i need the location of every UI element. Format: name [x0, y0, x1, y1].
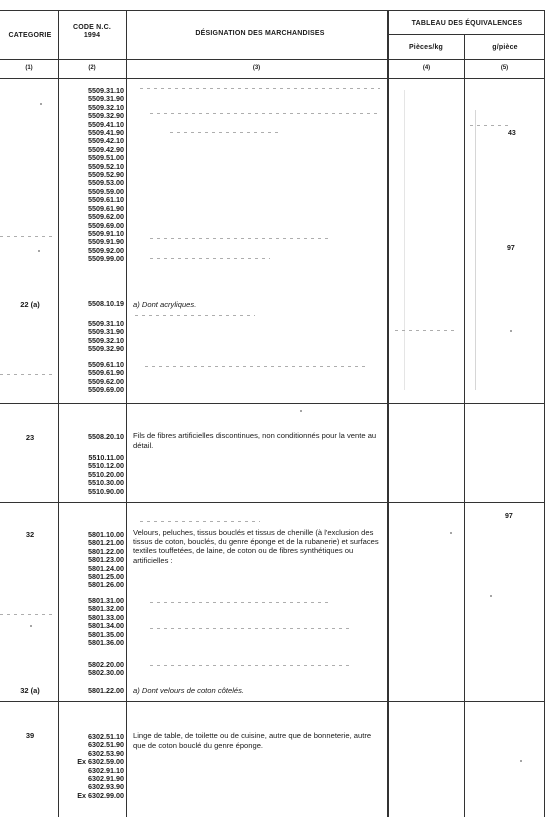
colnum-5: (5) [500, 65, 509, 71]
code-item: 5509.31.90 [88, 94, 124, 104]
code-list-32-a [60, 531, 124, 590]
code-list-22a-b [60, 320, 124, 354]
scan-artifact [135, 315, 255, 316]
header-pieces-kg: Pièces/kg [408, 44, 444, 51]
scan-artifact [450, 532, 452, 534]
scan-artifact [150, 258, 270, 259]
code-item: 5509.62.00 [88, 376, 124, 386]
code-list-23-a [60, 433, 124, 441]
col-divider-3 [387, 10, 389, 817]
code-item: 5509.32.90 [88, 344, 124, 354]
code-item: 6302.51.90 [88, 740, 124, 750]
code-item: 5509.31.10 [88, 319, 124, 328]
category-32: 32 [25, 530, 35, 539]
code-item: 5509.32.90 [88, 111, 124, 121]
colnum-1: (1) [25, 65, 33, 71]
header-designation: DÉSIGNATION DES MARCHANDISES [195, 30, 325, 37]
code-item: 6302.91.10 [88, 765, 124, 775]
scan-artifact [510, 330, 512, 332]
code-item: 5801.34.00 [88, 621, 124, 631]
scan-artifact [150, 628, 350, 629]
code-item: 5509.69.00 [88, 385, 124, 395]
code-item: 5509.52.10 [88, 161, 124, 171]
code-item: 5509.41.10 [88, 119, 124, 129]
desc-32a [133, 686, 383, 696]
code-item: 5801.31.00 [88, 596, 124, 605]
category-32a: 32 (a) [20, 686, 40, 695]
code-item: 5801.21.00 [88, 538, 124, 548]
code-item: 5509.32.10 [88, 102, 124, 112]
code-item: 5509.52.90 [88, 170, 124, 180]
colnum-bottom-line [0, 78, 545, 79]
code-item: 5801.24.00 [88, 563, 124, 573]
scan-artifact [145, 366, 365, 367]
header-g-piece: g/pièce [492, 44, 518, 51]
scan-artifact [38, 250, 40, 252]
header-bottom-line [0, 59, 545, 60]
scan-artifact [404, 90, 405, 390]
code-item: 5509.91.90 [88, 237, 124, 247]
code-list-5509 [60, 87, 124, 264]
code-item: 5801.32.00 [88, 604, 124, 614]
scan-artifact [0, 374, 55, 375]
colnum-3: (3) [252, 65, 261, 71]
scan-artifact [490, 595, 492, 597]
code-item: 5509.42.90 [88, 144, 124, 154]
code-item: 5510.20.00 [88, 469, 124, 479]
code-item: 5801.35.00 [88, 629, 124, 639]
desc-32: Velours, peluches, tissus bouclés et tissus de chenille (à l'exclusion des tissus de coton, bouclés, du genre éponge et de la rubanerie) et surfaces textiles touffetées, de laine, de coton ou de fibres synthétiques ou artificielles : [133, 528, 379, 565]
equivalence-mark-97-b: 97 [505, 513, 513, 520]
code-item: 5510.30.00 [88, 478, 124, 488]
scan-artifact [150, 665, 350, 666]
scan-artifact [150, 113, 380, 114]
row-divider-2 [0, 502, 545, 503]
desc-22a-text: a) Dont acryliques. [133, 300, 197, 309]
code-item: Ex 6302.99.00 [77, 790, 124, 800]
code-item: 5801.22.00 [88, 546, 124, 556]
code-item: 5801.23.00 [88, 555, 124, 565]
code-item: 6302.91.90 [88, 774, 124, 784]
header-code-nc-line1: CODE N.C. [73, 24, 111, 31]
col-divider-2 [126, 10, 127, 817]
header-tableau: TABLEAU DES ÉQUIVALENCES [411, 20, 523, 27]
code-item: 5509.61.90 [88, 203, 124, 213]
code-item: 5509.31.10 [88, 86, 124, 95]
code-item: 5509.91.10 [88, 228, 124, 238]
header-code-nc-line2: 1994 [83, 32, 101, 39]
code-list-39 [60, 733, 124, 800]
code-item: 5509.61.10 [88, 195, 124, 205]
category-39: 39 [25, 731, 35, 740]
code-item: 5801.36.00 [88, 638, 124, 648]
scan-artifact [300, 410, 302, 412]
category-23: 23 [25, 433, 35, 442]
code-item: 5509.99.00 [88, 254, 124, 264]
code-list-23-b [60, 454, 124, 496]
code-item: 5509.42.10 [88, 136, 124, 146]
right-border [544, 10, 545, 817]
equivalence-mark-43: 43 [508, 130, 516, 137]
row-divider-1 [0, 403, 545, 404]
code-item: 5509.59.00 [88, 186, 124, 196]
scan-artifact [520, 760, 522, 762]
category-22a: 22 (a) [20, 300, 40, 309]
code-list-22a-c [60, 361, 124, 395]
code-list-32-b [60, 597, 124, 647]
scan-artifact [470, 125, 510, 126]
code-item: 6302.93.90 [88, 782, 124, 792]
equivalence-mark-97: 97 [507, 245, 515, 252]
code-item: 5508.10.19 [88, 299, 124, 308]
desc-23: Fils de fibres artificielles discontinues, non conditionnés pour la vente au détail. [133, 431, 377, 450]
scan-artifact [170, 132, 280, 133]
scan-artifact [40, 103, 42, 105]
code-item: 5509.41.90 [88, 128, 124, 138]
code-item: 5509.32.10 [88, 335, 124, 345]
code-item: 5509.61.10 [88, 360, 124, 369]
scan-artifact [140, 521, 260, 522]
top-border [0, 10, 545, 11]
scan-artifact [475, 110, 476, 390]
code-item: 5510.12.00 [88, 461, 124, 471]
col-divider-4 [464, 34, 465, 817]
scan-artifact [150, 238, 330, 239]
code-item: 5801.22.00 [88, 686, 124, 695]
desc-32a-text: a) Dont velours de coton côtelés. [133, 686, 245, 695]
code-item: 5508.20.10 [88, 432, 124, 441]
scan-artifact [30, 625, 32, 627]
code-item: 5509.61.90 [88, 368, 124, 378]
desc-39: Linge de table, de toilette ou de cuisine, autre que de bonneterie, autre que de coton bouclé du genre éponge. [133, 731, 372, 750]
col-divider-1 [58, 10, 59, 817]
code-item: 5509.31.90 [88, 327, 124, 337]
code-item: 5509.53.00 [88, 178, 124, 188]
row-divider-3 [0, 701, 545, 702]
code-item: 5802.30.00 [88, 668, 124, 678]
code-22a [60, 300, 124, 308]
scan-artifact [140, 88, 380, 89]
code-item: Ex 6302.59.00 [77, 757, 124, 767]
code-item: 5801.10.00 [88, 530, 124, 539]
header-categorie: CATEGORIE [8, 32, 52, 39]
tableau-subheader-line [387, 34, 545, 35]
code-list-32-c [60, 661, 124, 678]
code-item: 5801.33.00 [88, 612, 124, 622]
code-item: 5510.11.00 [88, 453, 124, 462]
header-code-nc [62, 24, 122, 40]
code-item: 5510.90.00 [88, 486, 124, 496]
code-item: 5801.25.00 [88, 572, 124, 582]
code-item: 5802.20.00 [88, 660, 124, 669]
code-item: 5509.62.00 [88, 212, 124, 222]
code-32a [60, 687, 124, 695]
code-item: 5801.26.00 [88, 580, 124, 590]
code-item: 5509.51.00 [88, 153, 124, 163]
colnum-4: (4) [422, 65, 431, 71]
colnum-2: (2) [88, 65, 96, 71]
desc-22a [133, 300, 383, 310]
code-item: 5509.69.00 [88, 220, 124, 230]
scan-artifact [150, 602, 330, 603]
scan-artifact [0, 236, 55, 237]
code-item: 6302.51.10 [88, 732, 124, 741]
code-item: 5509.92.00 [88, 245, 124, 255]
code-item: 6302.53.90 [88, 748, 124, 758]
scan-artifact [0, 614, 55, 615]
